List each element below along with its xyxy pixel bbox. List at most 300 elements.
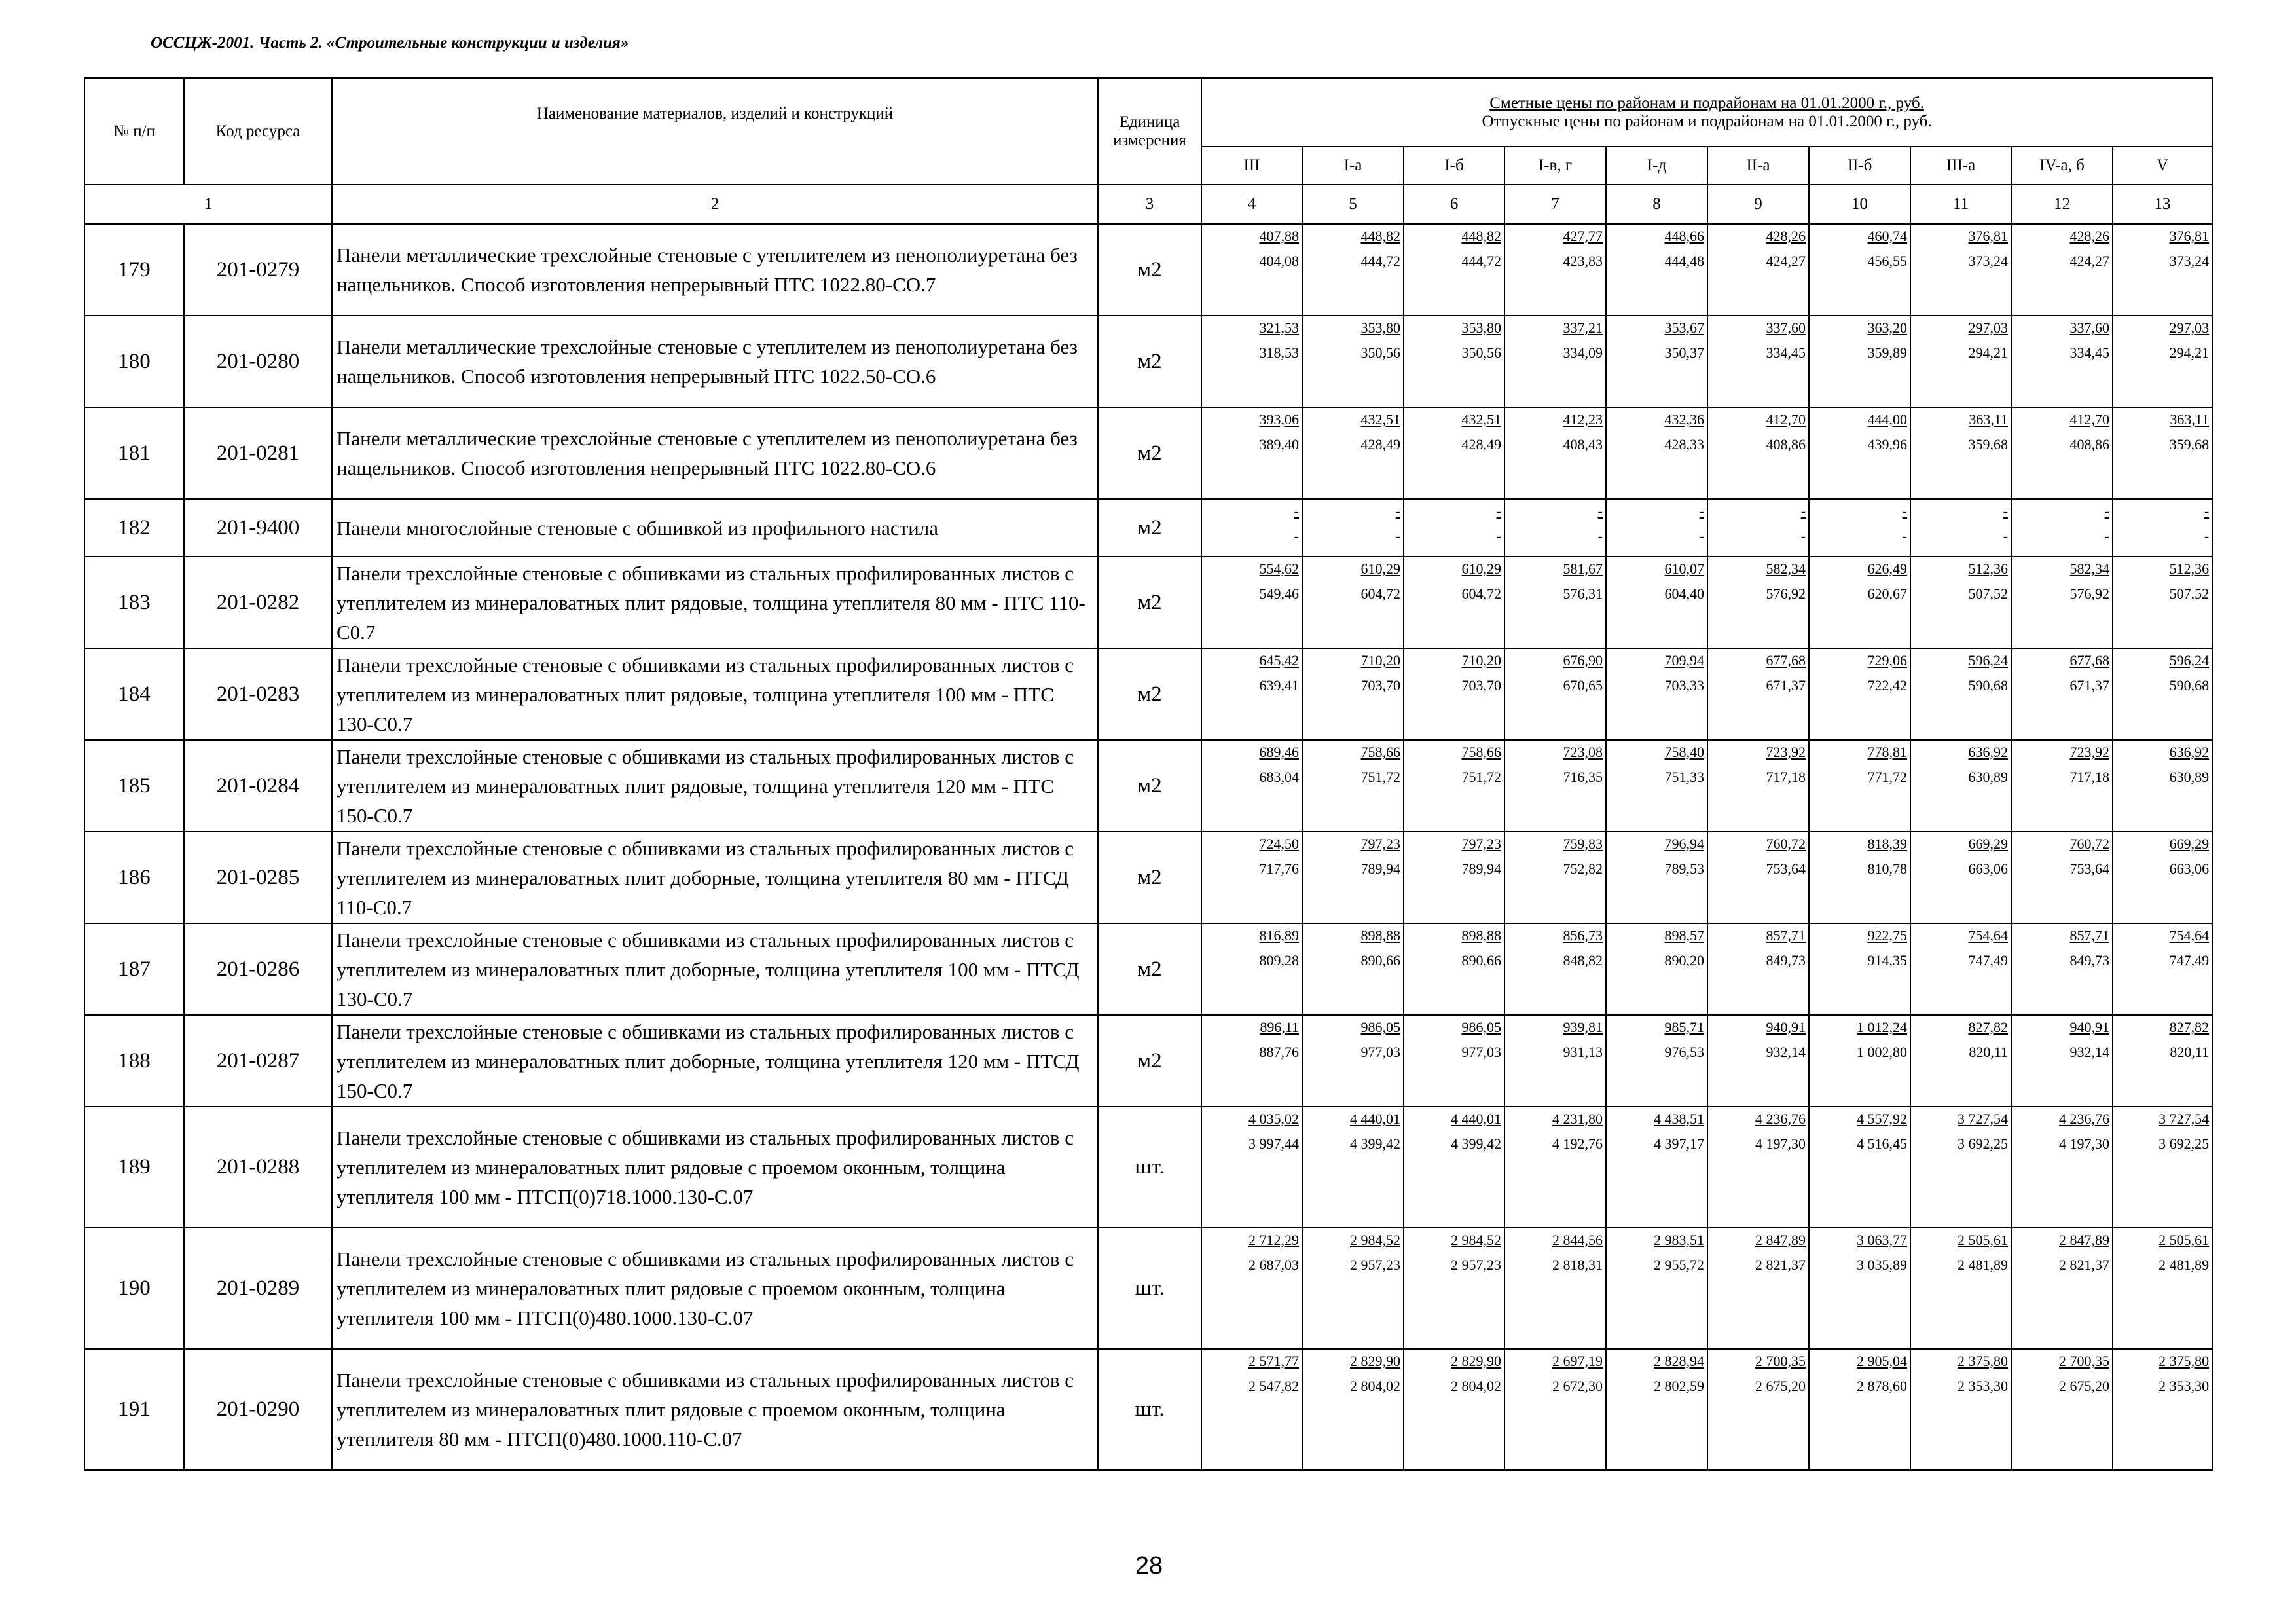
item-name: Панели трехслойные стеновые с обшивками из стальных профилированных листов с утеплителем из минераловатных плит рядовые, толщина утеплителя 100 мм - ПТС 130-С0.7 (332, 648, 1098, 740)
row-number: 188 (84, 1015, 184, 1107)
estimated-price: 2 984,52 (1451, 1232, 1501, 1248)
estimated-price: 940,91 (1766, 1019, 1806, 1035)
release-price: 408,86 (2069, 436, 2109, 452)
release-price: 848,82 (1563, 952, 1603, 969)
price-cell (1606, 1015, 1707, 1107)
release-price: 820,11 (1969, 1044, 2008, 1060)
unit: м2 (1098, 740, 1201, 832)
price-cell (2113, 1015, 2212, 1107)
release-price: 4 197,30 (2059, 1135, 2109, 1152)
header-row-numbers (84, 185, 2212, 224)
price-cell (1201, 316, 1302, 407)
release-price: 2 878,60 (1857, 1378, 1907, 1394)
price-cell (1302, 557, 1404, 648)
release-price: 717,18 (1766, 769, 1806, 785)
price-cell (1504, 648, 1606, 740)
estimated-price: 724,50 (1259, 836, 1299, 852)
price-cell (2113, 224, 2212, 316)
price-cell (1910, 499, 2011, 557)
release-price: 2 481,89 (2159, 1257, 2210, 1273)
col-header-num: № п/п (84, 78, 184, 185)
price-cell (1201, 740, 1302, 832)
table-row (84, 557, 2212, 648)
estimated-price: 337,21 (1563, 320, 1603, 336)
release-price: 444,72 (1360, 253, 1400, 269)
price-cell (1201, 923, 1302, 1015)
estimated-price: - (1395, 503, 1400, 519)
estimated-price: 610,29 (1461, 561, 1501, 577)
estimated-price: 2 505,61 (1958, 1232, 2008, 1248)
release-price: - (1496, 528, 1501, 544)
estimated-price: 610,07 (1664, 561, 1704, 577)
price-cell (1809, 499, 1910, 557)
price-cell (1910, 648, 2011, 740)
price-cell (1404, 1015, 1504, 1107)
estimated-price: 856,73 (1563, 927, 1603, 944)
row-number: 190 (84, 1228, 184, 1349)
estimated-price: 321,53 (1259, 320, 1299, 336)
price-cell (1302, 407, 1404, 499)
release-price: 670,65 (1563, 677, 1603, 693)
release-price: 771,72 (1867, 769, 1907, 785)
price-cell (1707, 1107, 1809, 1228)
release-price: 751,72 (1360, 769, 1400, 785)
item-name: Панели трехслойные стеновые с обшивками из стальных профилированных листов с утеплителем из минераловатных плит рядовые, толщина утеплителя 120 мм - ПТС 150-С0.7 (332, 740, 1098, 832)
row-number: 181 (84, 407, 184, 499)
price-cell (1809, 407, 1910, 499)
price-cell (1404, 648, 1504, 740)
release-price: 4 399,42 (1451, 1135, 1501, 1152)
price-cell (1201, 1107, 1302, 1228)
release-price: 2 675,20 (1755, 1378, 1806, 1394)
resource-code: 201-0283 (184, 648, 332, 740)
release-price: 663,06 (2169, 860, 2210, 877)
price-cell (2113, 923, 2212, 1015)
estimated-price: 407,88 (1259, 228, 1299, 244)
unit: м2 (1098, 557, 1201, 648)
estimated-price: 940,91 (2069, 1019, 2109, 1035)
price-cell (1707, 316, 1809, 407)
price-cell (1201, 648, 1302, 740)
price-cell (1809, 1228, 1910, 1349)
price-cell (1201, 224, 1302, 316)
estimated-price: - (1294, 503, 1299, 519)
estimated-price: 412,23 (1563, 411, 1603, 428)
release-price: 334,45 (1766, 344, 1806, 361)
item-name: Панели трехслойные стеновые с обшивками из стальных профилированных листов с утеплителем из минераловатных плит рядовые с проемом оконным, толщина утеплителя 100 мм - ПТСП(0)480.1000.130-С.07 (332, 1228, 1098, 1349)
page-number: 28 (1135, 1552, 1163, 1579)
row-number: 185 (84, 740, 184, 832)
estimated-price: 448,82 (1360, 228, 1400, 244)
price-cell (1201, 1015, 1302, 1107)
estimated-price: 353,80 (1461, 320, 1501, 336)
column-number: 7 (1504, 185, 1606, 224)
release-price: 2 802,59 (1654, 1378, 1704, 1394)
price-cell (1201, 407, 1302, 499)
price-cell (1606, 557, 1707, 648)
price-cell (2113, 499, 2212, 557)
estimated-price: 778,81 (1867, 744, 1907, 760)
price-cell (1504, 1228, 1606, 1349)
release-price: 423,83 (1563, 253, 1603, 269)
release-price: 604,72 (1461, 585, 1501, 602)
price-cell (2011, 557, 2113, 648)
price-cell (1606, 923, 1707, 1015)
header-row-top (84, 78, 2212, 147)
estimated-price: 758,66 (1461, 744, 1501, 760)
price-cell (1606, 648, 1707, 740)
column-number: 5 (1302, 185, 1404, 224)
release-price: - (1597, 528, 1603, 544)
estimated-price: 759,83 (1563, 836, 1603, 852)
release-price: 2 672,30 (1552, 1378, 1603, 1394)
release-price: - (2003, 528, 2008, 544)
estimated-price: 898,57 (1664, 927, 1704, 944)
estimated-price: 353,80 (1360, 320, 1400, 336)
release-price: 350,56 (1461, 344, 1501, 361)
release-price: 717,18 (2069, 769, 2109, 785)
release-price: 576,31 (1563, 585, 1603, 602)
release-price: 810,78 (1867, 860, 1907, 877)
price-cell (2011, 1228, 2113, 1349)
resource-code: 201-0289 (184, 1228, 332, 1349)
item-name: Панели металлические трехслойные стеновые с утеплителем из пенополиуретана без нащельников. Способ изготовления непрерывный ПТС 1022.50-СО.6 (332, 316, 1098, 407)
release-price: 887,76 (1259, 1044, 1299, 1060)
release-price: 3 035,89 (1857, 1257, 1907, 1273)
row-number: 183 (84, 557, 184, 648)
price-cell (1504, 316, 1606, 407)
prices-header-line2: Отпускные цены по районам и подрайонам на 01.01.2000 г., руб. (1482, 112, 1932, 130)
price-cell (1504, 407, 1606, 499)
row-number: 187 (84, 923, 184, 1015)
price-cell (1809, 1107, 1910, 1228)
col-header-unit: Единица измерения (1098, 78, 1201, 185)
price-cell (1404, 1228, 1504, 1349)
release-price: 703,70 (1461, 677, 1501, 693)
price-cell (1302, 224, 1404, 316)
column-number: 1 (84, 185, 332, 224)
release-price: 456,55 (1867, 253, 1907, 269)
release-price: 671,37 (1766, 677, 1806, 693)
column-number: 3 (1098, 185, 1201, 224)
resource-code: 201-0285 (184, 832, 332, 923)
price-cell (1504, 740, 1606, 832)
price-cell (2113, 1349, 2212, 1470)
price-cell (1404, 1349, 1504, 1470)
estimated-price: 353,67 (1664, 320, 1704, 336)
estimated-price: 758,66 (1360, 744, 1400, 760)
price-cell (2113, 1228, 2212, 1349)
estimated-price: 710,20 (1461, 652, 1501, 669)
release-price: - (2104, 528, 2109, 544)
estimated-price: 818,39 (1867, 836, 1907, 852)
estimated-price: 636,92 (2169, 744, 2210, 760)
district-header: I-а (1302, 147, 1404, 185)
release-price: 2 821,37 (2059, 1257, 2109, 1273)
release-price: 428,49 (1461, 436, 1501, 452)
estimated-price: 676,90 (1563, 652, 1603, 669)
district-header: I-д (1606, 147, 1707, 185)
district-header: III-а (1910, 147, 2011, 185)
release-price: - (1294, 528, 1299, 544)
release-price: 334,09 (1563, 344, 1603, 361)
row-number: 179 (84, 224, 184, 316)
column-number: 12 (2011, 185, 2113, 224)
release-price: 2 821,37 (1755, 1257, 1806, 1273)
estimated-price: 2 829,90 (1451, 1353, 1501, 1369)
price-cell (1910, 1228, 2011, 1349)
release-price: 2 687,03 (1248, 1257, 1299, 1273)
estimated-price: 337,60 (1766, 320, 1806, 336)
district-header: II-б (1809, 147, 1910, 185)
release-price: 1 002,80 (1857, 1044, 1907, 1060)
estimated-price: 677,68 (2069, 652, 2109, 669)
release-price: 350,56 (1360, 344, 1400, 361)
price-cell (1404, 224, 1504, 316)
estimated-price: 297,03 (2169, 320, 2210, 336)
release-price: 424,27 (1766, 253, 1806, 269)
price-cell (1201, 832, 1302, 923)
estimated-price: 582,34 (2069, 561, 2109, 577)
price-cell (1707, 1349, 1809, 1470)
estimated-price: 816,89 (1259, 927, 1299, 944)
price-cell (1707, 740, 1809, 832)
price-cell (2113, 740, 2212, 832)
estimated-price: 3 063,77 (1857, 1232, 1907, 1248)
price-cell (2011, 1015, 2113, 1107)
release-price: 2 804,02 (1451, 1378, 1501, 1394)
estimated-price: 3 727,54 (2159, 1111, 2210, 1127)
table-row (84, 1228, 2212, 1349)
column-number: 10 (1809, 185, 1910, 224)
estimated-price: 427,77 (1563, 228, 1603, 244)
estimated-price: 393,06 (1259, 411, 1299, 428)
estimated-price: 796,94 (1664, 836, 1704, 852)
price-table (84, 77, 2213, 1471)
resource-code: 201-0286 (184, 923, 332, 1015)
unit: м2 (1098, 316, 1201, 407)
item-name: Панели трехслойные стеновые с обшивками из стальных профилированных листов с утеплителем из минераловатных плит доборные, толщина утеплителя 80 мм - ПТСД 110-С0.7 (332, 832, 1098, 923)
unit: м2 (1098, 648, 1201, 740)
release-price: 359,68 (2169, 436, 2210, 452)
estimated-price: 512,36 (1968, 561, 2008, 577)
row-number: 191 (84, 1349, 184, 1470)
release-price: 2 353,30 (1958, 1378, 2008, 1394)
item-name: Панели металлические трехслойные стеновые с утеплителем из пенополиуретана без нащельников. Способ изготовления непрерывный ПТС 1022.80-СО.7 (332, 224, 1098, 316)
estimated-price: 2 984,52 (1350, 1232, 1400, 1248)
price-cell (1809, 648, 1910, 740)
estimated-price: - (1902, 503, 1907, 519)
release-price: 751,33 (1664, 769, 1704, 785)
unit: шт. (1098, 1107, 1201, 1228)
district-header: V (2113, 147, 2212, 185)
release-price: 977,03 (1461, 1044, 1501, 1060)
release-price: 630,89 (1968, 769, 2008, 785)
price-cell (1302, 1228, 1404, 1349)
estimated-price: 376,81 (2169, 228, 2210, 244)
estimated-price: 4 236,76 (1755, 1111, 1806, 1127)
price-cell (1809, 832, 1910, 923)
price-cell (1707, 1228, 1809, 1349)
estimated-price: 596,24 (2169, 652, 2210, 669)
table-row (84, 1107, 2212, 1228)
estimated-price: 986,05 (1461, 1019, 1501, 1035)
release-price: 408,43 (1563, 436, 1603, 452)
unit: м2 (1098, 407, 1201, 499)
estimated-price: 337,60 (2069, 320, 2109, 336)
table-row (84, 499, 2212, 557)
price-cell (2011, 1349, 2113, 1470)
release-price: 373,24 (2169, 253, 2210, 269)
release-price: 2 957,23 (1350, 1257, 1400, 1273)
price-cell (1707, 499, 1809, 557)
price-cell (1504, 923, 1606, 1015)
price-cell (1707, 224, 1809, 316)
release-price: 404,08 (1259, 253, 1299, 269)
district-header: I-б (1404, 147, 1504, 185)
release-price: 890,20 (1664, 952, 1704, 969)
estimated-price: - (1699, 503, 1704, 519)
resource-code: 201-0288 (184, 1107, 332, 1228)
row-number: 182 (84, 499, 184, 557)
price-cell (1910, 740, 2011, 832)
estimated-price: 581,67 (1563, 561, 1603, 577)
district-header: I-в, г (1504, 147, 1606, 185)
estimated-price: 986,05 (1360, 1019, 1400, 1035)
release-price: 716,35 (1563, 769, 1603, 785)
release-price: 2 818,31 (1552, 1257, 1603, 1273)
price-cell (1606, 1107, 1707, 1228)
price-cell (1302, 648, 1404, 740)
table-row (84, 832, 2212, 923)
price-cell (1809, 923, 1910, 1015)
estimated-price: - (2204, 503, 2210, 519)
release-price: 809,28 (1259, 952, 1299, 969)
release-price: 2 955,72 (1654, 1257, 1704, 1273)
price-cell (1707, 407, 1809, 499)
estimated-price: 2 375,80 (1958, 1353, 2008, 1369)
estimated-price: 4 557,92 (1857, 1111, 1907, 1127)
unit: м2 (1098, 1015, 1201, 1107)
estimated-price: 2 700,35 (2059, 1353, 2109, 1369)
release-price: 507,52 (2169, 585, 2210, 602)
estimated-price: 363,11 (1969, 411, 2008, 428)
release-price: 932,14 (2069, 1044, 2109, 1060)
release-price: 507,52 (1968, 585, 2008, 602)
release-price: 639,41 (1259, 677, 1299, 693)
item-name: Панели трехслойные стеновые с обшивками из стальных профилированных листов с утеплителем из минераловатных плит рядовые с проемом оконным, толщина утеплителя 100 мм - ПТСП(0)718.1000.130-С.07 (332, 1107, 1098, 1228)
release-price: 722,42 (1867, 677, 1907, 693)
estimated-price: 448,66 (1664, 228, 1704, 244)
price-cell (2011, 832, 2113, 923)
document-header: ОССЦЖ-2001. Часть 2. «Строительные конструкции и изделия» (151, 34, 629, 52)
estimated-price: 2 847,89 (1755, 1232, 1806, 1248)
price-cell (1302, 832, 1404, 923)
release-price: 318,53 (1259, 344, 1299, 361)
price-cell (1302, 1107, 1404, 1228)
estimated-price: 689,46 (1259, 744, 1299, 760)
release-price: 3 692,25 (1958, 1135, 2008, 1152)
release-price: 976,53 (1664, 1044, 1704, 1060)
price-cell (1404, 499, 1504, 557)
estimated-price: 4 035,02 (1248, 1111, 1299, 1127)
release-price: 549,46 (1259, 585, 1299, 602)
price-cell (1404, 557, 1504, 648)
estimated-price: 723,92 (1766, 744, 1806, 760)
estimated-price: 1 012,24 (1857, 1019, 1907, 1035)
release-price: - (1395, 528, 1400, 544)
column-number: 13 (2113, 185, 2212, 224)
estimated-price: 827,82 (2169, 1019, 2210, 1035)
estimated-price: 2 571,77 (1248, 1353, 1299, 1369)
price-cell (1504, 224, 1606, 316)
release-price: 849,73 (2069, 952, 2109, 969)
price-cell (1707, 557, 1809, 648)
price-cell (2011, 316, 2113, 407)
price-cell (2011, 407, 2113, 499)
release-price: 4 399,42 (1350, 1135, 1400, 1152)
estimated-price: 2 375,80 (2159, 1353, 2210, 1369)
price-cell (1910, 923, 2011, 1015)
estimated-price: 626,49 (1867, 561, 1907, 577)
table-row (84, 224, 2212, 316)
row-number: 180 (84, 316, 184, 407)
estimated-price: 448,82 (1461, 228, 1501, 244)
estimated-price: 2 700,35 (1755, 1353, 1806, 1369)
estimated-price: 922,75 (1867, 927, 1907, 944)
release-price: 590,68 (2169, 677, 2210, 693)
estimated-price: 669,29 (2169, 836, 2210, 852)
release-price: 977,03 (1360, 1044, 1400, 1060)
estimated-price: 2 844,56 (1552, 1232, 1603, 1248)
price-cell (1302, 316, 1404, 407)
release-price: 890,66 (1461, 952, 1501, 969)
prices-header-line1: Сметные цены по районам и подрайонам на 01.01.2000 г., руб. (1489, 94, 1924, 112)
estimated-price: 4 440,01 (1350, 1111, 1400, 1127)
row-number: 184 (84, 648, 184, 740)
estimated-price: 4 438,51 (1654, 1111, 1704, 1127)
estimated-price: 363,20 (1867, 320, 1907, 336)
column-number: 11 (1910, 185, 2011, 224)
release-price: 671,37 (2069, 677, 2109, 693)
price-cell (1404, 316, 1504, 407)
price-cell (1504, 832, 1606, 923)
price-cell (2113, 407, 2212, 499)
estimated-price: 669,29 (1968, 836, 2008, 852)
resource-code: 201-0287 (184, 1015, 332, 1107)
release-price: 424,27 (2069, 253, 2109, 269)
price-cell (1404, 740, 1504, 832)
price-cell (2011, 923, 2113, 1015)
price-cell (1910, 224, 2011, 316)
resource-code: 201-0290 (184, 1349, 332, 1470)
estimated-price: 582,34 (1766, 561, 1806, 577)
release-price: 703,33 (1664, 677, 1704, 693)
estimated-price: - (1496, 503, 1501, 519)
price-cell (1707, 832, 1809, 923)
price-cell (1404, 832, 1504, 923)
column-number: 6 (1404, 185, 1504, 224)
district-header: IV-а, б (2011, 147, 2113, 185)
release-price: 2 353,30 (2159, 1378, 2210, 1394)
price-cell (1606, 1349, 1707, 1470)
item-name: Панели трехслойные стеновые с обшивками из стальных профилированных листов с утеплителем из минераловатных плит доборные, толщина утеплителя 120 мм - ПТСД 150-С0.7 (332, 1015, 1098, 1107)
estimated-price: 898,88 (1461, 927, 1501, 944)
release-price: 663,06 (1968, 860, 2008, 877)
release-price: 789,53 (1664, 860, 1704, 877)
column-number: 4 (1201, 185, 1302, 224)
estimated-price: 857,71 (1766, 927, 1806, 944)
